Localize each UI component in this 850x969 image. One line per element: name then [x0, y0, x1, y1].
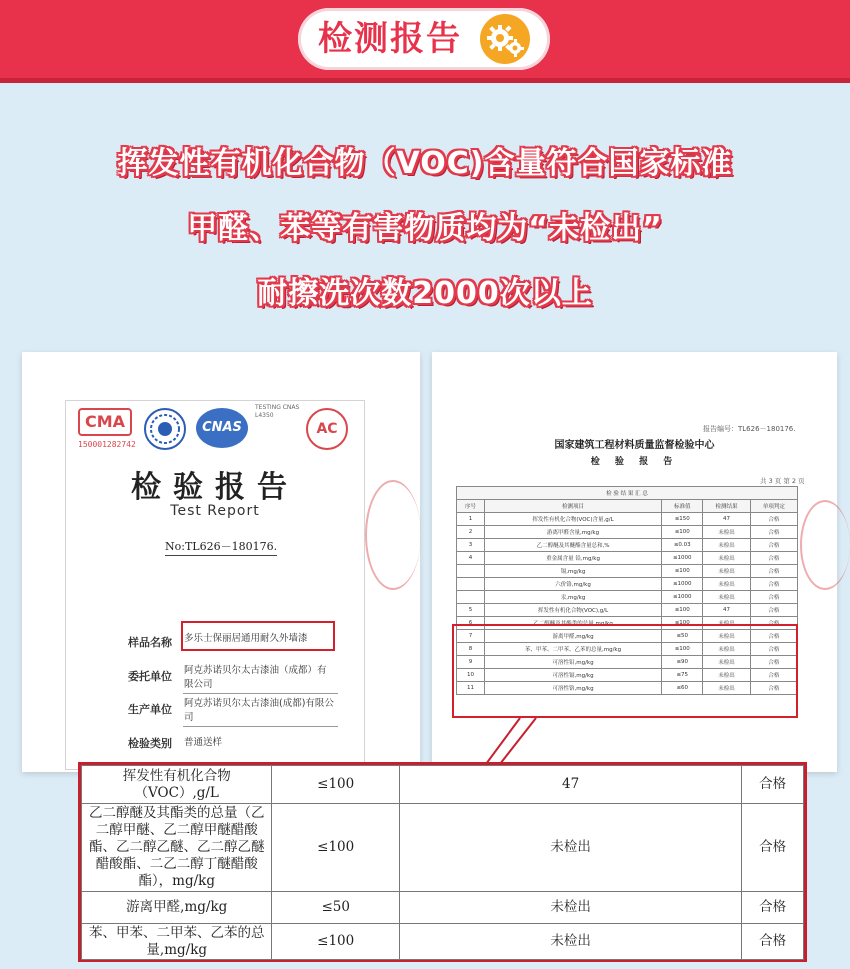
standard-cell: ≤100 [272, 924, 400, 960]
cnas-logo: CNAS [196, 408, 248, 448]
table-cell: 合格 [750, 630, 797, 643]
col-header: 单项判定 [750, 500, 797, 513]
table-cell: 可溶性铅,mg/kg [485, 656, 662, 669]
table-cell: 乙二醇醚及其酯类的总量,mg/kg [485, 617, 662, 630]
table-cell: 未检出 [703, 552, 750, 565]
standard-cell: ≤100 [272, 804, 400, 892]
table-cell: 5 [457, 604, 485, 617]
table-row [457, 565, 798, 578]
results-report-number: 报告编号：TL626－180176. [703, 425, 796, 433]
table-cell: 47 [703, 513, 750, 526]
table-row [457, 539, 798, 552]
headline-voc: 挥发性有机化合物（VOC)含量符合国家标准 [117, 146, 733, 181]
table-cell: 10 [457, 669, 485, 682]
table-cell: 合格 [750, 591, 797, 604]
headline-scrub: 耐擦洗次数2000次以上 [257, 276, 593, 311]
col-header: 检测结果 [703, 500, 750, 513]
results-title: 检 验 报 告 [590, 457, 679, 467]
page-indicator: 共 3 页 第 2 页 [760, 477, 805, 485]
verdict-cell: 合格 [742, 924, 804, 960]
table-cell: 2 [457, 526, 485, 539]
cma-logo: CMA [78, 408, 132, 436]
table-cell: ≤75 [662, 669, 703, 682]
table-cell: 合格 [750, 578, 797, 591]
table-cell: 未检出 [703, 669, 750, 682]
field-label-client: 委托单位 [128, 670, 172, 683]
table-cell [457, 578, 485, 591]
table-cell: 合格 [750, 643, 797, 656]
table-cell: 乙二醇醚及其醚酯含量总和,% [485, 539, 662, 552]
table-cell: 4 [457, 552, 485, 565]
gears-icon [480, 14, 530, 64]
col-header: 检测项目 [485, 500, 662, 513]
field-value-sample: 多乐士保丽居通用耐久外墙漆 [184, 633, 308, 644]
ac-logo: AC [306, 408, 348, 450]
col-header: 序号 [457, 500, 485, 513]
table-cell: 合格 [750, 526, 797, 539]
field-label-sample: 样品名称 [128, 636, 172, 649]
table-row [457, 526, 798, 539]
table-cell: 3 [457, 539, 485, 552]
table-cell: 7 [457, 630, 485, 643]
sample-name-highlight [181, 621, 335, 651]
result-cell: 未检出 [399, 924, 741, 960]
red-stamp [365, 480, 421, 590]
table-cell: ≤100 [662, 526, 703, 539]
table-cell: ≤90 [662, 656, 703, 669]
banner-divider [0, 78, 850, 83]
table-cell: 1 [457, 513, 485, 526]
table-cell: 合格 [750, 682, 797, 695]
table-cell: 合格 [750, 565, 797, 578]
results-highlight-box [452, 624, 798, 718]
table-row [457, 578, 798, 591]
headline-formaldehyde: 甲醛、苯等有害物质均为“未检出” [187, 211, 663, 246]
table-cell: ≤100 [662, 617, 703, 630]
table-cell: 未检出 [703, 578, 750, 591]
table-cell: 未检出 [703, 591, 750, 604]
table-row [82, 924, 804, 960]
table-cell [457, 591, 485, 604]
table-cell: 可溶性铬,mg/kg [485, 682, 662, 695]
item-cell: 游离甲醛,mg/kg [82, 892, 272, 924]
table-cell: 合格 [750, 617, 797, 630]
verdict-cell: 合格 [742, 892, 804, 924]
table-cell: 9 [457, 656, 485, 669]
table-cell: 挥发性有机化合物(VOC),g/L [485, 604, 662, 617]
table-cell: 未检出 [703, 630, 750, 643]
table-cell: 未检出 [703, 643, 750, 656]
field-value-producer: 阿克苏诺贝尔太古漆油(成都)有限公司 [184, 698, 334, 723]
verdict-cell: 合格 [742, 804, 804, 892]
table-cell: 游离甲醛含量,mg/kg [485, 526, 662, 539]
table-row [82, 804, 804, 892]
standard-cell: ≤100 [272, 766, 400, 804]
result-cell: 未检出 [399, 804, 741, 892]
table-cell: ≤1000 [662, 578, 703, 591]
result-cell: 47 [399, 766, 741, 804]
cnas-caption: TESTING CNAS L4350 [255, 404, 300, 419]
col-header: 标准值 [662, 500, 703, 513]
table-cell: ≤0.03 [662, 539, 703, 552]
table-cell: 8 [457, 643, 485, 656]
table-cell: ≤50 [662, 630, 703, 643]
table-row [457, 591, 798, 604]
table-cell: 11 [457, 682, 485, 695]
table-cell: ≤1000 [662, 591, 703, 604]
table-cell: 合格 [750, 669, 797, 682]
table-cell: 未检出 [703, 617, 750, 630]
table-row [457, 513, 798, 526]
red-stamp [800, 500, 850, 590]
table-cell: 六价铬,mg/kg [485, 578, 662, 591]
field-label-producer: 生产单位 [128, 703, 172, 716]
item-cell: 乙二醇醚及其酯类的总量（乙二醇甲醚、乙二醇甲醚醋酸酯、乙二醇乙醚、乙二醇乙醚醋酸酯、二乙二醇丁醚醋酸酯），mg/kg [82, 804, 272, 892]
zoomed-results-table [78, 762, 807, 962]
table-row [457, 552, 798, 565]
table-cell: ≤60 [662, 682, 703, 695]
table-cell: 未检出 [703, 656, 750, 669]
table-cell: 未检出 [703, 526, 750, 539]
report-number: No:TL626－180176. [165, 538, 277, 556]
testing-center-name: 国家建筑工程材料质量监督检验中心 [554, 440, 715, 451]
table-row [82, 892, 804, 924]
field-value-client: 阿克苏诺贝尔太古漆油（成都）有限公司 [184, 665, 327, 690]
cma-code: 150001282742 [78, 440, 136, 449]
result-cell: 未检出 [399, 892, 741, 924]
table-cell: 未检出 [703, 682, 750, 695]
table-cell: 镉,mg/kg [485, 565, 662, 578]
ilac-mra-logo [144, 408, 186, 450]
table-caption: 检 验 结 果 汇 总 [457, 487, 798, 500]
table-cell: ≤1000 [662, 552, 703, 565]
field-underline [183, 726, 338, 727]
table-cell: 合格 [750, 604, 797, 617]
table-cell: ≤100 [662, 604, 703, 617]
table-cell: 未检出 [703, 565, 750, 578]
table-cell: ≤100 [662, 565, 703, 578]
table-cell: 未检出 [703, 539, 750, 552]
table-row [457, 604, 798, 617]
field-value-type: 普通送样 [184, 737, 223, 748]
item-cell: 苯、甲苯、二甲苯、乙苯的总量,mg/kg [82, 924, 272, 960]
table-cell: 游离甲醛,mg/kg [485, 630, 662, 643]
field-underline [183, 693, 338, 694]
table-cell [457, 565, 485, 578]
table-cell: 合格 [750, 513, 797, 526]
verdict-cell: 合格 [742, 766, 804, 804]
table-cell: 合格 [750, 552, 797, 565]
table-cell: 可溶性镉,mg/kg [485, 669, 662, 682]
field-label-type: 检验类别 [128, 737, 172, 750]
report-subtitle: Test Report [170, 503, 260, 519]
table-cell: 重金属含量 铅,mg/kg [485, 552, 662, 565]
table-row [82, 766, 804, 804]
table-cell: 苯、甲苯、二甲苯、乙苯的总量,mg/kg [485, 643, 662, 656]
page-title: 检测报告 [318, 19, 462, 59]
table-cell: 合格 [750, 539, 797, 552]
table-cell: ≤100 [662, 643, 703, 656]
item-cell: 挥发性有机化合物（VOC）,g/L [82, 766, 272, 804]
table-cell: 47 [703, 604, 750, 617]
standard-cell: ≤50 [272, 892, 400, 924]
table-cell: ≤150 [662, 513, 703, 526]
table-cell: 合格 [750, 656, 797, 669]
report-title: 检验报告 [131, 470, 299, 505]
table-cell: 汞,mg/kg [485, 591, 662, 604]
table-cell: 6 [457, 617, 485, 630]
table-cell: 挥发性有机化合物(VOC)含量,g/L [485, 513, 662, 526]
